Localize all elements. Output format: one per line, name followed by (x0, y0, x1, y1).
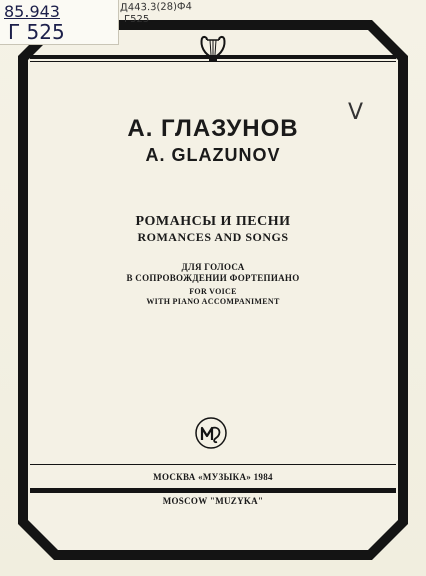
subtitle-ru-line1: ДЛЯ ГОЛОСА (181, 262, 245, 272)
handwritten-note-2: Г525 (124, 14, 150, 25)
handwritten-checkmark: V (348, 100, 364, 125)
subtitle-en-line1: FOR VOICE (189, 287, 237, 296)
composer-name-en: A. GLAZUNOV (145, 145, 281, 165)
subtitle-en-line2: WITH PIANO ACCOMPANIMENT (146, 297, 280, 306)
library-stamp (0, 0, 119, 45)
shelf-mark: Г 525 (8, 20, 65, 44)
handwritten-note-1: Д443.3(28)Ф4 (119, 1, 193, 14)
title-en: ROMANCES AND SONGS (137, 230, 289, 244)
catalog-number: 85.943 (4, 2, 60, 21)
title-ru: РОМАНСЫ И ПЕСНИ (135, 214, 291, 229)
publisher-ru: МОСКВА «МУЗЫКА» 1984 (153, 472, 273, 482)
bottom-thick-rule (30, 488, 396, 493)
composer-name-ru: А. ГЛАЗУНОВ (127, 115, 299, 142)
bottom-thin-rule (30, 464, 396, 465)
publisher-en: MOSCOW "MUZYKA" (162, 496, 264, 506)
subtitle-ru-line2: В СОПРОВОЖДЕНИИ ФОРТЕПИАНО (126, 273, 300, 283)
muzyka-logo-icon (194, 416, 228, 450)
lyre-icon (198, 34, 228, 62)
